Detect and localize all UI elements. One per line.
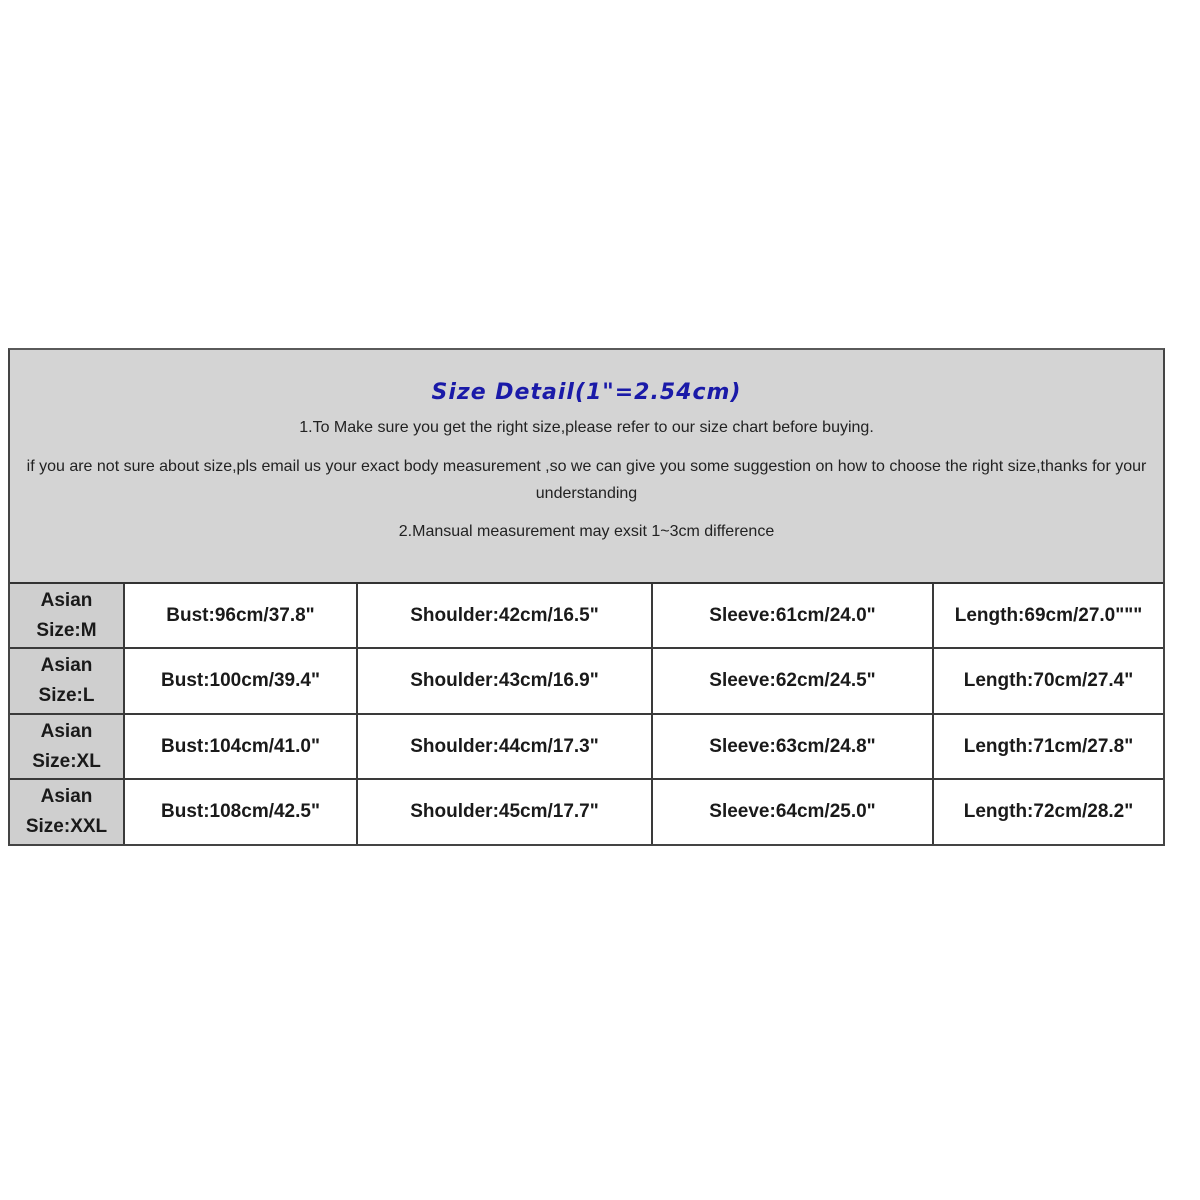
sleeve-cell: Sleeve:63cm/24.8" xyxy=(652,714,933,780)
size-label-value: Size:M xyxy=(36,619,97,641)
length-cell: Length:72cm/28.2" xyxy=(933,779,1163,844)
table-row xyxy=(10,584,1163,648)
size-label-cell xyxy=(10,714,124,780)
size-note-3: 2.Mansual measurement may exsit 1~3cm difference xyxy=(398,523,775,540)
size-label-cell xyxy=(10,779,124,844)
size-label-line: Asian xyxy=(40,655,93,677)
bust-cell: Bust:96cm/37.8" xyxy=(124,584,357,648)
bust-cell: Bust:100cm/39.4" xyxy=(124,648,357,714)
size-label-value: Size:XXL xyxy=(25,816,108,838)
size-label-line: Asian xyxy=(40,589,93,611)
size-label-cell xyxy=(10,648,124,714)
table-row xyxy=(10,648,1163,714)
shoulder-cell: Shoulder:45cm/17.7" xyxy=(357,779,652,844)
sleeve-cell: Sleeve:64cm/25.0" xyxy=(652,779,933,844)
table-row xyxy=(10,779,1163,844)
table-row xyxy=(10,714,1163,780)
size-label-line: Asian xyxy=(40,720,93,742)
size-note-2: if you are not sure about size,pls email us your exact body measurement ,so we can give you some suggestion on how to choose the right size,thanks for your understanding xyxy=(26,458,1147,502)
size-label-value: Size:XL xyxy=(32,750,101,772)
size-label-value: Size:L xyxy=(38,685,95,707)
size-label-line: Asian xyxy=(40,786,93,808)
bust-cell: Bust:104cm/41.0" xyxy=(124,714,357,780)
sleeve-cell: Sleeve:62cm/24.5" xyxy=(652,648,933,714)
length-cell: Length:71cm/27.8" xyxy=(933,714,1163,780)
length-cell: Length:69cm/27.0""" xyxy=(933,584,1163,648)
size-chart xyxy=(8,348,1165,846)
size-table xyxy=(10,584,1163,844)
size-label-cell xyxy=(10,584,124,648)
shoulder-cell: Shoulder:43cm/16.9" xyxy=(357,648,652,714)
sleeve-cell: Sleeve:61cm/24.0" xyxy=(652,584,933,648)
size-note-1: 1.To Make sure you get the right size,please refer to our size chart before buying. xyxy=(299,419,874,436)
bust-cell: Bust:108cm/42.5" xyxy=(124,779,357,844)
length-cell: Length:70cm/27.4" xyxy=(933,648,1163,714)
size-chart-header xyxy=(10,350,1163,584)
shoulder-cell: Shoulder:44cm/17.3" xyxy=(357,714,652,780)
size-chart-title: Size Detail(1"=2.54cm) xyxy=(431,380,742,405)
shoulder-cell: Shoulder:42cm/16.5" xyxy=(357,584,652,648)
